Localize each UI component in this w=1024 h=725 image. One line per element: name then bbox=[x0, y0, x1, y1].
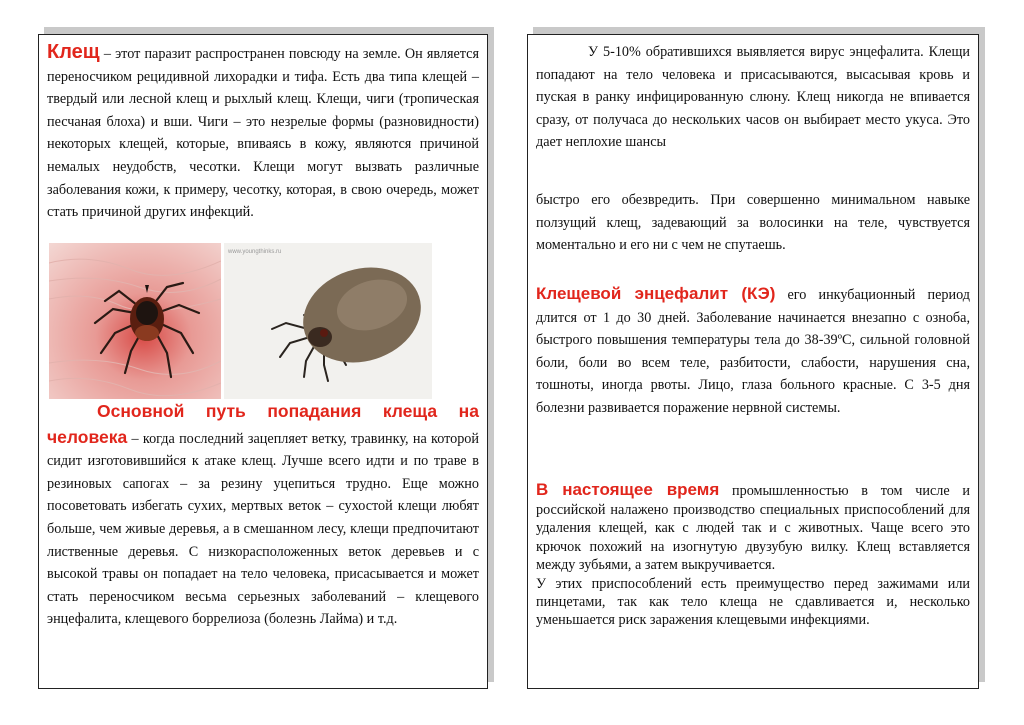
infection-path-heading: Основной путь попадания клеща на человека bbox=[47, 401, 479, 447]
removal-tools-paragraph bbox=[536, 479, 970, 575]
engorged-tick-photo bbox=[224, 243, 432, 399]
svg-text:www.youngthinks.ru: www.youngthinks.ru bbox=[228, 249, 282, 255]
tick-photos bbox=[49, 243, 429, 399]
tick-intro-paragraph bbox=[47, 41, 479, 224]
removal-tools-section bbox=[536, 479, 970, 630]
tick-intro-text: – этот паразит распространен повсюду на земле. Он является переносчиком рецидивной лихорадки и тифа. Есть два типа клещей – твердый или лесной клещ и рыхлый клещ. Клещи, чиги (тропическая песчаная блоха) и вши. Чиги – это незрелые формы (разновидности) некоторых клещей, которые, впиваясь в кожу, являются причиной немалых неудобств, чесотки. Клещи могут вызвать различные заболевания кожи, к примеру, чесотку, которая, в свою очередь, может стать причиной других инфекций. bbox=[47, 46, 479, 221]
removal-tools-text: промышленностью в том числе и российской налажено производство специальных приспособлений для удаления клещей, как с людей так и с животных. Чаще всего это крючок похожий на изогнутую двузубую вилку. Клещ вставляется между зубьями, а затем выкручивается. bbox=[536, 483, 970, 574]
infection-path-paragraph bbox=[47, 399, 479, 631]
virus-text: У 5-10% обратившихся выявляется вирус энцефалита. Клещи попадают на тело человека и присасываются, высасывая кровь и пуская в ранку инфицированную слюну. Клещ никогда не впивается сразу, от получаса до нескольких часов он выбирает место укуса. Это дает неплохие шансы bbox=[536, 44, 970, 151]
left-page bbox=[38, 34, 488, 689]
tick-on-skin-photo bbox=[49, 243, 221, 399]
infection-path-text: – когда последний зацепляет ветку, травинку, на которой сидит изготовившийся к атаке клещ. Лучше всего идти и по траве в резиновых сапогах – за резину уцепиться трудно. Еще можно посоветовать избегать сухих, мертвых веток – сухостой клещи любят больше, чем живые деревья, а в смешанном лесу, клещи предпочитают лиственные деревья. С низкорасположенных веток деревьев и с высокой травы он попадает на тело человека, присасывается и может стать переносчиком весьма серьезных заболеваний – клещевого энцефалита, клещевого боррелиоза (болезнь Лайма) и т.д. bbox=[47, 430, 479, 628]
neutralize-paragraph bbox=[536, 189, 970, 257]
tick-heading: Клещ bbox=[47, 41, 100, 63]
encephalitis-heading: Клещевой энцефалит (КЭ) bbox=[536, 284, 776, 303]
encephalitis-paragraph bbox=[536, 283, 970, 420]
right-page bbox=[527, 34, 979, 689]
advantages-paragraph: У этих приспособлений есть преимущество перед зажимами или пинцетами, так как тело клеща не сдавливается и, несколько уменьшается риск заражения клещевыми инфекциями. bbox=[536, 575, 970, 629]
encephalitis-text: его инкубационный период длится от 1 до 30 дней. Заболевание начинается внезапно с озноба, быстрого повышения температуры тела до 38-39ºС, сильной головной боли, боли во всем теле, разбитости, слабости, нарушения сна, тошноты, иногда рвоты. Лицо, глаза больного красные. С 3-5 дня болезни развивается поражение нервной системы. bbox=[536, 287, 970, 416]
virus-paragraph bbox=[536, 41, 970, 154]
nowadays-heading: В настоящее время bbox=[536, 480, 720, 499]
neutralize-text: быстро его обезвредить. При совершенно минимальном навыке ползущий клещ, задевающий за волосинки на теле, чувствуется моментально и его ни с чем не спутаешь. bbox=[536, 192, 970, 254]
